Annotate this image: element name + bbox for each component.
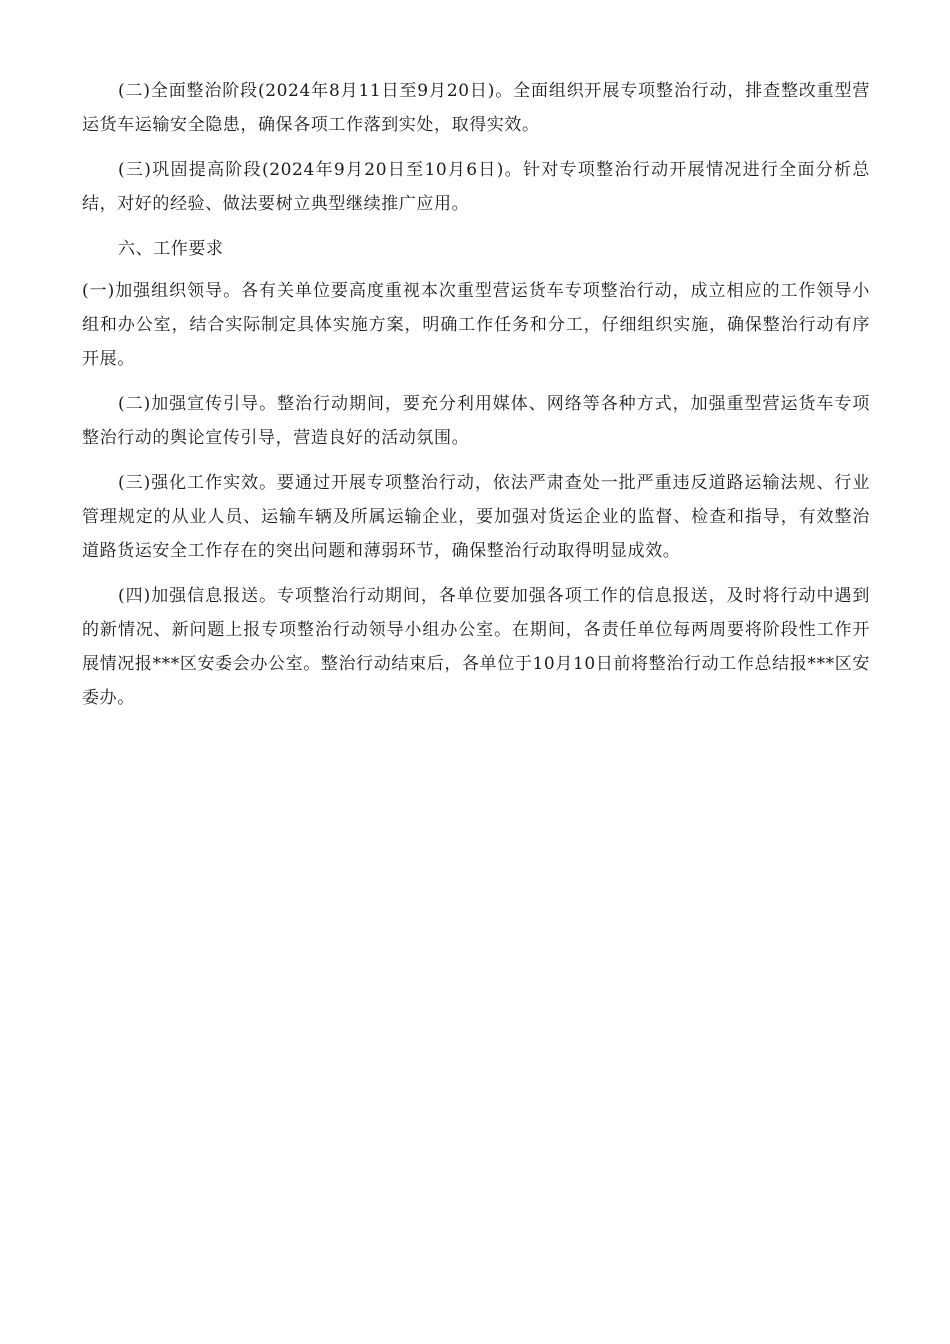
paragraph-requirement-3: (三)强化工作实效。要通过开展专项整治行动，依法严肃查处一批严重违反道路运输法规、行业管理规定的从业人员、运输车辆及所属运输企业，要加强对货运企业的监督、检查和指导，有效整治道路货运安全工作存在的突出问题和薄弱环节，确保整治行动取得明显成效。: [82, 473, 870, 561]
document-page: [82, 74, 870, 726]
paragraph-requirement-4: (四)加强信息报送。专项整治行动期间，各单位要加强各项工作的信息报送，及时将行动中遇到的新情况、新问题上报专项整治行动领导小组办公室。在期间，各责任单位每两周要将阶段性工作开展情况报***区安委会办公室。整治行动结束后，各单位于10月10日前将整治行动工作总结报***区安委办。: [82, 586, 870, 708]
paragraph-phase-3: (三)巩固提高阶段(2024年9月20日至10月6日)。针对专项整治行动开展情况进行全面分析总结，对好的经验、做法要树立典型继续推广应用。: [82, 160, 870, 214]
paragraph-requirement-2: (二)加强宣传引导。整治行动期间，要充分利用媒体、网络等各种方式，加强重型营运货车专项整治行动的舆论宣传引导，营造良好的活动氛围。: [82, 394, 870, 448]
paragraph-requirement-1: (一)加强组织领导。各有关单位要高度重视本次重型营运货车专项整治行动，成立相应的工作领导小组和办公室，结合实际制定具体实施方案，明确工作任务和分工，仔细组织实施，确保整治行动有序开展。: [82, 281, 870, 369]
paragraph-phase-2: (二)全面整治阶段(2024年8月11日至9月20日)。全面组织开展专项整治行动，排查整改重型营运货车运输安全隐患，确保各项工作落到实处，取得实效。: [82, 81, 870, 135]
section-heading-work-requirements: 六、工作要求: [118, 239, 224, 259]
